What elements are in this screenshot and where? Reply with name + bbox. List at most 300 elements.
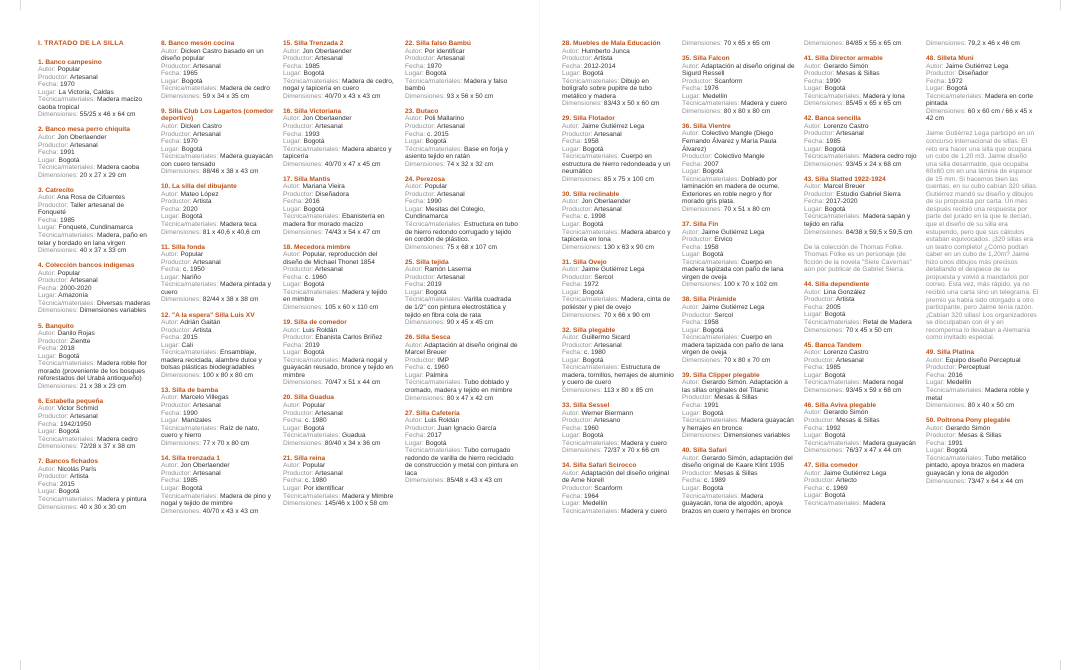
field-value: Popular: [302, 402, 326, 410]
field-label: Autor:: [562, 266, 580, 274]
field-label: Fecha:: [283, 62, 304, 70]
entry-title: 13. Silla de bamba: [161, 386, 219, 394]
catalogue-entry: [38, 126, 151, 179]
entry-field-autor: [283, 402, 396, 410]
field-value: Mariana Vieira: [302, 183, 345, 191]
entry-title: 37. Silla Fin: [682, 220, 719, 228]
entry-field-fecha: [682, 477, 795, 485]
entry-field-tecnica: [283, 213, 396, 228]
field-label: Técnica/materiales:: [405, 77, 463, 85]
catalogue-entry: [161, 455, 274, 515]
entry-field-productor: [38, 277, 151, 285]
field-label: Dimensiones:: [562, 175, 602, 183]
field-value: Manizales: [181, 417, 212, 425]
field-value: Bogotá: [702, 409, 724, 417]
field-value: Taller artesanal de Fonqueté: [38, 201, 125, 217]
field-value: Estructura en tubo de hierro redondo corrugado y tejido en cordón de plástico.: [405, 221, 518, 244]
field-label: Productor:: [161, 62, 192, 70]
field-value: 1970: [183, 138, 198, 146]
entry-field-autor: [804, 183, 917, 191]
entry-field-lugar: [562, 432, 675, 440]
field-label: Productor:: [804, 190, 835, 198]
field-label: Fecha:: [38, 81, 59, 89]
field-value: Bogotá: [425, 138, 447, 146]
field-value: 1991: [60, 149, 75, 157]
entry-field-autor: [682, 379, 795, 394]
field-label: Lugar:: [682, 326, 701, 334]
entry-title: 19. Silla de comedor: [283, 319, 347, 327]
field-value: Bogotá: [303, 138, 325, 146]
field-label: Técnica/materiales:: [161, 221, 219, 229]
entry-field-dimensiones: [161, 93, 274, 101]
field-label: Autor:: [405, 183, 423, 191]
entry-field-fecha: [926, 440, 1039, 448]
field-label: Lugar:: [283, 70, 302, 78]
entry-field-tecnica: [804, 500, 917, 508]
field-label: Técnica/materiales:: [283, 77, 341, 85]
field-label: Fecha:: [405, 130, 426, 138]
field-label: Técnica/materiales:: [38, 435, 96, 443]
field-value: 2007: [704, 160, 719, 168]
entry-field-autor: [562, 470, 675, 485]
entry-field-tecnica: [38, 232, 151, 247]
field-value: Madera de cedro, nogal y tapicería en cuero: [283, 77, 394, 93]
field-label: Autor:: [682, 379, 700, 387]
field-value: Victor Schmid: [57, 405, 98, 413]
field-label: Fecha:: [405, 198, 426, 206]
field-label: Técnica/materiales:: [283, 492, 341, 500]
entry-field-dimensiones: [926, 108, 1039, 123]
entry-field-lugar: [161, 485, 274, 493]
field-value: Juan Ignacio García: [437, 424, 497, 432]
catalogue-entry: [682, 55, 795, 115]
entry-title: 32. Silla plegable: [562, 326, 616, 334]
field-value: Gerardo Simón, adaptación del diseño original de Kaare Klint 1935: [682, 454, 793, 470]
field-label: Técnica/materiales:: [804, 499, 862, 507]
field-value: Colectivo Mangle (Diego Fernando Álvarez y María Paula Álvarez): [682, 130, 777, 153]
field-value: 73/47 x 64 x 44 cm: [967, 477, 1024, 485]
entry-field-productor: [405, 357, 518, 365]
entry-field-productor: [161, 402, 274, 410]
field-value: 72/28 x 37 x 38 cm: [79, 443, 136, 451]
right-page: [540, 0, 1080, 670]
entry-field-dimensiones: [682, 108, 795, 116]
field-label: Dimensiones:: [161, 228, 201, 236]
field-label: Autor:: [562, 122, 580, 130]
entry-field-fecha: [161, 334, 274, 342]
field-value: 93 x 56 x 50 cm: [446, 92, 494, 100]
field-value: Bogotá: [181, 145, 203, 153]
entry-field-dimensiones: [682, 206, 795, 214]
field-value: Artista: [835, 296, 855, 304]
field-label: Productor:: [562, 417, 593, 425]
entry-field-fecha: [804, 364, 917, 372]
field-label: Dimensiones:: [804, 447, 844, 455]
field-value: Bogotá: [181, 77, 203, 85]
field-value: 84/38 x 59,5 x 59,5 cm: [845, 228, 913, 236]
field-label: Autor:: [804, 469, 822, 477]
entry-field-tecnica: [682, 417, 795, 432]
field-label: Autor:: [38, 330, 56, 338]
field-value: 100 x 70 x 102 cm: [723, 281, 778, 289]
field-label: Productor:: [161, 130, 192, 138]
field-label: Técnica/materiales:: [804, 153, 862, 161]
field-label: Lugar:: [38, 156, 57, 164]
entry-field-lugar: [405, 372, 518, 380]
field-label: Productor:: [562, 341, 593, 349]
field-label: Dimensiones:: [283, 439, 323, 447]
field-label: Dimensiones:: [804, 326, 844, 334]
entry-title: 7. Bancos fichados: [38, 458, 99, 466]
catalogue-entry: [283, 394, 396, 447]
entry-field-dimensiones: [38, 172, 151, 180]
entry-field-fecha: [405, 198, 518, 206]
field-label: Fecha:: [682, 319, 703, 327]
field-label: Dimensiones:: [562, 447, 602, 455]
field-value: Artesanal: [436, 55, 465, 63]
entry-field-autor: [804, 349, 917, 357]
field-value: Mesas & Sillas: [714, 394, 758, 402]
entry-field-tecnica: [804, 153, 917, 161]
entry-field-dimensiones: [161, 440, 274, 448]
field-value: 79,2 x 46 x 46 cm: [967, 40, 1020, 47]
entry-field-autor: [161, 123, 274, 131]
field-label: Autor:: [283, 183, 301, 191]
field-value: Bogotá: [181, 213, 203, 221]
entry-field-lugar: [161, 417, 274, 425]
field-label: Fecha:: [804, 484, 825, 492]
field-value: 1976: [704, 85, 719, 93]
field-label: Productor:: [405, 122, 436, 130]
field-value: Bogotá: [702, 168, 724, 176]
field-label: Productor:: [804, 477, 835, 485]
field-label: Fecha:: [804, 138, 825, 146]
entry-field-dimensiones: [562, 312, 675, 320]
entry-field-tecnica: [804, 379, 917, 387]
field-value: Artista: [192, 326, 212, 334]
field-label: Productor:: [283, 266, 314, 274]
field-label: Técnica/materiales:: [682, 100, 740, 108]
field-value: 88/46 x 38 x 43 cm: [202, 168, 259, 176]
entry-field-lugar: [562, 221, 675, 229]
catalogue-entry: [38, 59, 151, 119]
entry-field-dimensiones: [38, 504, 151, 512]
column-1: [38, 40, 151, 519]
field-value: Madera, paño en telar y bordado en lana virgen: [38, 232, 147, 247]
field-label: Fecha:: [804, 198, 825, 206]
field-value: 1993: [305, 130, 320, 138]
field-value: Mesitas del Colegio, Cundinamarca: [405, 205, 485, 221]
field-label: Lugar:: [682, 409, 701, 417]
field-value: Artesanal: [314, 469, 343, 477]
entry-field-dimensiones: [926, 478, 1039, 486]
column-4: [405, 40, 518, 493]
entry-field-fecha: [283, 63, 396, 71]
entry-title: 28. Muebles de Mala Educación: [562, 40, 661, 47]
dimensions-continued: [926, 40, 1039, 48]
field-value: Jaime Gutiérrez Lega: [945, 62, 1009, 70]
field-value: 80 x 47 x 42 cm: [446, 394, 494, 402]
field-label: Productor:: [926, 70, 957, 78]
entry-field-tecnica: [682, 334, 795, 357]
field-value: 1958: [584, 138, 599, 146]
catalogue-entry: [161, 244, 274, 304]
entry-field-fecha: [804, 425, 917, 433]
entry-field-lugar: [682, 168, 795, 176]
entry-title: 15. Silla Trenzada 2: [283, 40, 344, 47]
entry-field-dimensiones: [405, 477, 518, 485]
field-label: Fecha:: [926, 77, 947, 85]
field-label: Dimensiones:: [804, 100, 844, 108]
field-label: Autor:: [283, 462, 301, 470]
field-value: Ebanista Carlos Briñez: [315, 334, 383, 342]
field-value: Madera y Mimbre: [342, 492, 394, 500]
field-value: Gerardo Simón. Adaptación a las sillas originales del Titanic: [682, 379, 788, 394]
field-label: Dimensiones:: [682, 432, 722, 440]
entry-field-productor: [405, 274, 518, 282]
entry-field-autor: [405, 183, 518, 191]
catalogue-entry: [562, 259, 675, 319]
entry-field-productor: [161, 131, 274, 139]
field-value: Madera de pino y nogal y tejido de mimbre: [161, 492, 271, 508]
entry-field-productor: [926, 70, 1039, 78]
field-value: c. 1980: [305, 477, 327, 485]
field-label: Dimensiones:: [38, 247, 78, 255]
field-value: 80 x 40 x 50 cm: [967, 402, 1015, 410]
entry-field-dimensiones: [283, 440, 396, 448]
entry-field-autor: [682, 304, 795, 312]
field-label: Fecha:: [562, 213, 583, 221]
field-label: Productor:: [804, 356, 835, 364]
field-value: Popular: [57, 66, 81, 74]
entry-field-autor: [405, 115, 518, 123]
field-value: 85/48 x 43 x 43 cm: [446, 477, 503, 485]
field-value: Madera guayacán, lona de algodón, apoya brazos en cuero y herrajes en bronce: [682, 492, 792, 515]
field-value: 85 x 75 x 100 cm: [603, 175, 655, 183]
entry-field-dimensiones: [682, 281, 795, 289]
field-value: Ana Rosa de Cifuentes: [57, 194, 125, 202]
field-label: Técnica/materiales:: [405, 221, 463, 229]
field-label: Fecha:: [926, 439, 947, 447]
field-label: Productor:: [682, 394, 713, 402]
field-value: Dimensiones variables: [79, 307, 147, 315]
field-value: 60 x 60 cm / 66 x 45 x 42 cm: [926, 107, 1033, 123]
entry-field-lugar: [804, 146, 917, 154]
field-label: Productor:: [926, 364, 957, 372]
field-label: Técnica/materiales:: [38, 360, 96, 368]
field-value: Bogotá: [946, 447, 968, 455]
field-label: Lugar:: [283, 205, 302, 213]
field-value: Artista: [192, 198, 212, 206]
entry-field-dimensiones: [161, 229, 274, 237]
field-value: 1972: [948, 77, 963, 85]
entry-field-autor: [562, 266, 675, 274]
field-value: Cali: [181, 341, 193, 349]
field-value: 74 x 32 x 32 cm: [446, 160, 494, 168]
field-value: Madera guayacán: [863, 439, 916, 447]
entry-field-tecnica: [405, 379, 518, 394]
field-value: 70 x 80 x 70 cm: [723, 356, 771, 364]
entry-field-productor: [38, 413, 151, 421]
entry-field-tecnica: [161, 281, 274, 296]
entry-field-lugar: [38, 428, 151, 436]
entry-field-fecha: [161, 410, 274, 418]
field-value: Madera cedro: [97, 435, 138, 443]
field-value: Cuerpo en madera tapizada con paño de lana virgen de oveja: [682, 334, 784, 357]
catalogue-entry: [682, 447, 795, 515]
field-label: Autor:: [562, 334, 580, 342]
field-value: Medellín: [702, 92, 728, 100]
field-label: Lugar:: [38, 352, 57, 360]
field-value: Artesanal: [436, 122, 465, 130]
field-value: Jaime Gutiérrez Lega: [581, 266, 645, 274]
field-label: Productor:: [804, 296, 835, 304]
field-value: Bogotá: [582, 356, 604, 364]
catalogue-entry: [283, 244, 396, 312]
entry-field-fecha: [283, 417, 396, 425]
field-value: Marcel Breuer: [823, 183, 865, 191]
field-label: Fecha:: [682, 477, 703, 485]
field-label: Dimensiones:: [38, 443, 78, 451]
field-value: c. 1950: [183, 266, 205, 274]
field-label: Dimensiones:: [804, 160, 844, 168]
entry-field-autor: [682, 229, 795, 237]
catalogue-entry: [405, 40, 518, 100]
field-label: Dimensiones:: [405, 319, 445, 327]
field-label: Lugar:: [682, 168, 701, 176]
field-value: Jaime Gutiérrez Lega: [701, 228, 765, 236]
field-value: Artesanal: [192, 62, 221, 70]
field-value: Bogotá: [582, 288, 604, 296]
field-value: Bogotá: [425, 288, 447, 296]
entry-field-tecnica: [405, 447, 518, 477]
entry-field-autor: [38, 66, 151, 74]
field-label: Dimensiones:: [161, 92, 201, 100]
field-label: Lugar:: [562, 432, 581, 440]
field-label: Dimensiones:: [161, 296, 201, 304]
entry-field-lugar: [283, 349, 396, 357]
field-value: 145/46 x 100 x 58 cm: [324, 500, 388, 508]
field-label: Autor:: [405, 47, 423, 55]
catalogue-entry: [804, 281, 917, 334]
entry-field-lugar: [38, 292, 151, 300]
entry-field-autor: [926, 357, 1039, 365]
field-label: Autor:: [38, 269, 56, 277]
field-label: Técnica/materiales:: [682, 492, 740, 500]
field-value: Tubo metálico pintado, apoya brazos en madera guayacán y lona de algodón: [926, 454, 1027, 477]
field-value: 1958: [704, 319, 719, 327]
field-value: Doblado por laminación en madera de ocume. Exteriores en roble negro y flor morado gris plata.: [682, 175, 780, 206]
field-value: 81 x 40,6 x 40,6 cm: [202, 228, 261, 236]
field-value: c. 1980: [305, 417, 327, 425]
field-label: Autor:: [161, 190, 179, 198]
entry-field-lugar: [926, 85, 1039, 93]
field-value: Amazonía: [58, 292, 88, 300]
column-2: [161, 40, 274, 523]
catalogue-entry: [38, 398, 151, 451]
field-label: Fecha:: [405, 364, 426, 372]
field-label: Autor:: [926, 424, 944, 432]
entry-field-dimensiones: [38, 443, 151, 451]
field-value: Sercol: [714, 311, 733, 319]
field-label: Autor:: [682, 228, 700, 236]
field-value: c. 1960: [427, 364, 449, 372]
field-value: Danilo Rojas: [57, 330, 95, 338]
field-value: Artesanal: [192, 402, 221, 410]
entry-field-dimensiones: [804, 327, 917, 335]
field-value: c. 1998: [584, 213, 606, 221]
field-label: Lugar:: [562, 70, 581, 78]
field-label: Fecha:: [682, 243, 703, 251]
field-label: Lugar:: [804, 145, 823, 153]
field-value: Colectivo Mangle: [714, 153, 765, 161]
entry-title: 24. Perezosa: [405, 175, 445, 183]
catalogue-entry: [562, 40, 675, 108]
entry-title: 12. "A la espera" Silla Luis XV: [161, 311, 255, 319]
field-label: Autor:: [161, 462, 179, 470]
entry-field-productor: [682, 236, 795, 244]
entry-field-fecha: [38, 285, 151, 293]
field-value: 2015: [183, 334, 198, 342]
catalogue-entry: [562, 327, 675, 395]
field-value: 82/44 x 38 x 38 cm: [202, 296, 259, 304]
field-value: Artesanal: [436, 190, 465, 198]
entry-field-autor: [283, 327, 396, 335]
entry-field-productor: [804, 357, 917, 365]
entry-title: 21. Silla reina: [283, 454, 326, 462]
entry-field-productor: [283, 334, 396, 342]
field-value: 40 x 30 x 30 cm: [79, 503, 127, 511]
entry-field-tecnica: [38, 96, 151, 111]
field-value: Artista: [593, 55, 613, 63]
field-label: Técnica/materiales:: [161, 281, 219, 289]
field-value: Por identificar: [424, 47, 465, 55]
field-value: 1964: [584, 492, 599, 500]
field-value: La Victoria, Caldas: [58, 88, 114, 96]
entry-title: 50. Poltrona Pony plegable: [926, 417, 1011, 425]
field-label: Dimensiones:: [405, 160, 445, 168]
entry-title: 23. Butaco: [405, 107, 439, 115]
field-label: Productor:: [38, 141, 69, 149]
field-label: Técnica/materiales:: [926, 454, 984, 462]
entry-field-tecnica: [682, 259, 795, 282]
field-value: Perceptual: [958, 364, 990, 372]
field-value: Estructura de madera, tornillos, herrajes de aluminio y cuero de cuero: [562, 364, 674, 387]
field-value: c. 1989: [704, 477, 726, 485]
entry-field-tecnica: [562, 153, 675, 176]
field-label: Autor:: [804, 288, 822, 296]
entry-field-tecnica: [38, 360, 151, 383]
field-label: Dimensiones:: [405, 243, 445, 251]
catalogue-entry: [926, 349, 1039, 409]
catalogue-entry: [804, 115, 917, 168]
field-value: 1991: [948, 439, 963, 447]
entry-field-dimensiones: [283, 379, 396, 387]
field-label: Lugar:: [804, 432, 823, 440]
field-value: 93/45 x 24 x 68 cm: [845, 160, 902, 168]
entry-field-autor: [38, 466, 151, 474]
field-label: Autor:: [682, 303, 700, 311]
field-label: Productor:: [926, 432, 957, 440]
field-value: Madera sapán y tejido en rafia: [804, 213, 911, 228]
entry-field-fecha: [562, 349, 675, 357]
field-value: Jon Oberlaender: [57, 133, 107, 141]
note-paragraph: De la colección de Thomas Folke. Thomas Folke es un personaje (de ficción de la novela "Siete Cavernas" aún por publicar de Gabriel Sierra.: [804, 243, 912, 274]
field-value: Bogotá: [702, 326, 724, 334]
field-value: Dicken Castro: [180, 122, 222, 130]
field-label: Fecha:: [283, 417, 304, 425]
field-value: Guadua: [342, 432, 366, 440]
